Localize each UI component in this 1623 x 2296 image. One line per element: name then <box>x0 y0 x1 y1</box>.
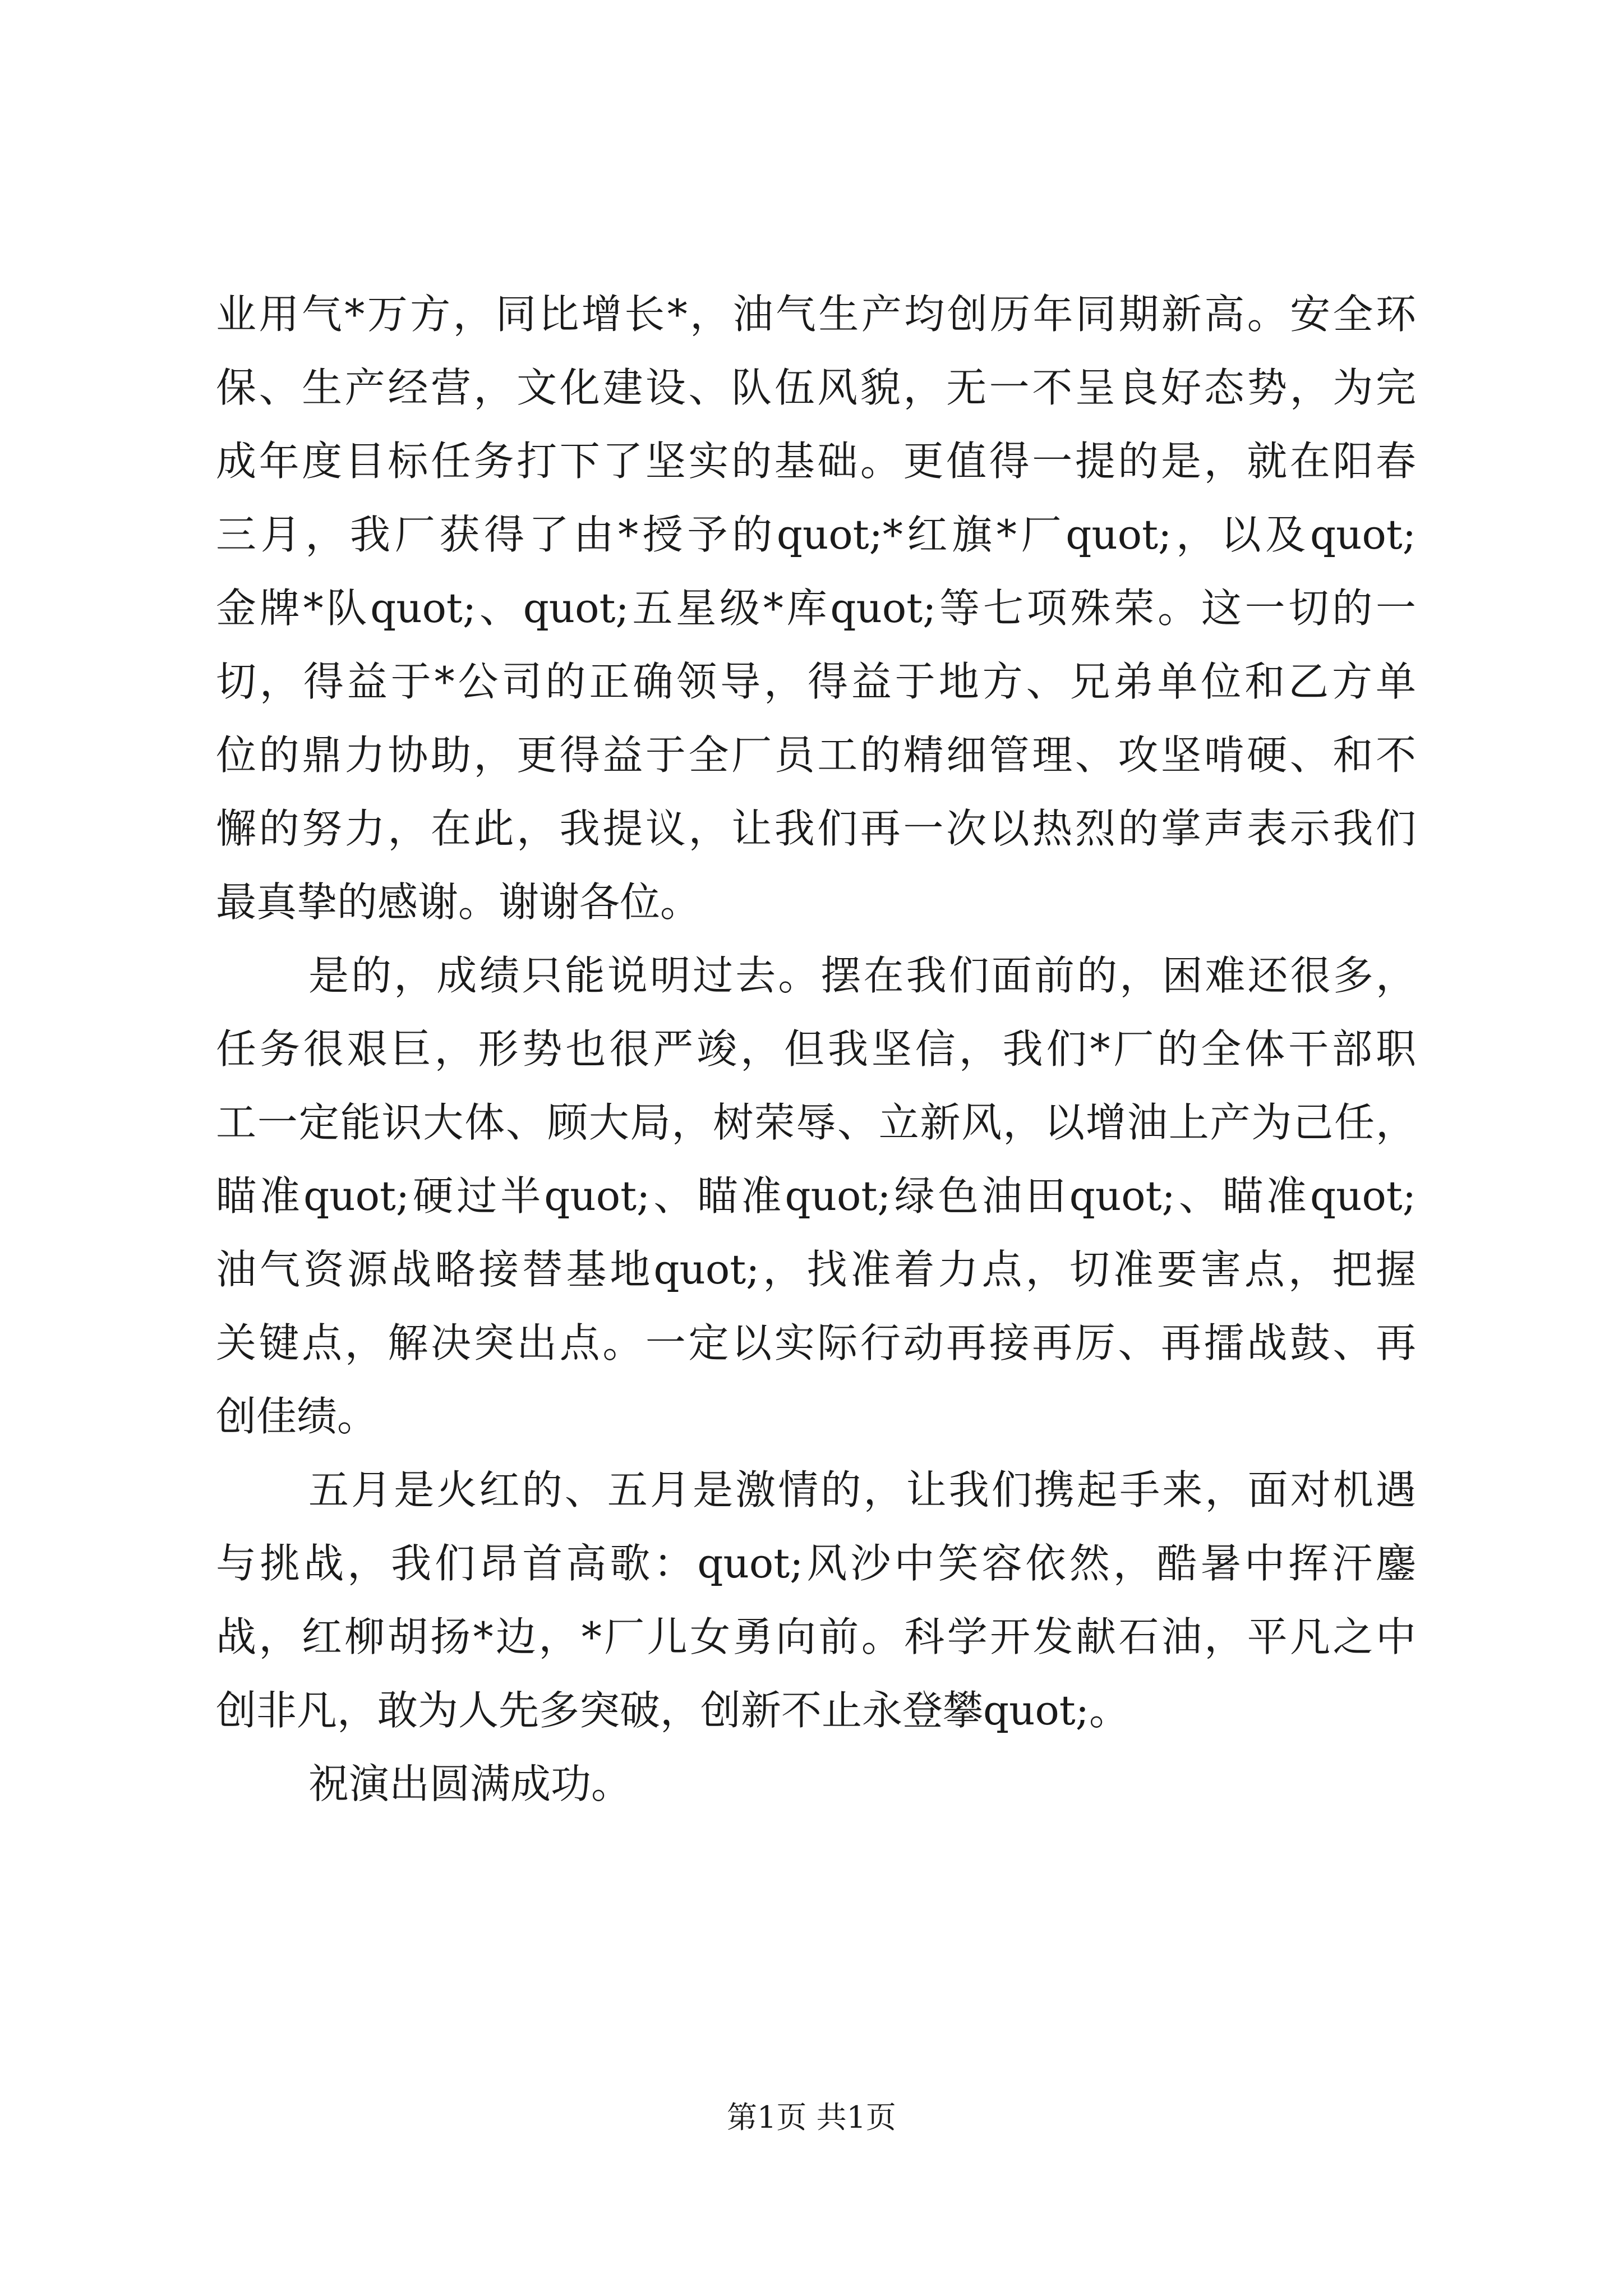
paragraph-line: 与挑战，我们昂首高歌：quot;风沙中笑容依然，酷暑中挥汗鏖 <box>216 1540 1416 1587</box>
paragraph-line: 创非凡，敢为人先多突破，创新不止永登攀quot;。 <box>216 1687 1130 1734</box>
paragraph-line: 关键点，解决突出点。一定以实际行动再接再厉、再擂战鼓、再 <box>216 1319 1416 1366</box>
page-footer: 第1页 共1页 <box>727 2100 896 2135</box>
paragraph-line: 业用气*万方，同比增长*，油气生产均创历年同期新高。安全环 <box>216 291 1416 338</box>
paragraph-line: 三月，我厂获得了由*授予的quot;*红旗*厂quot;，以及quot; <box>216 511 1416 558</box>
paragraph-line: 任务很艰巨，形势也很严竣，但我坚信，我们*厂的全体干部职 <box>216 1025 1416 1073</box>
paragraph-line: 最真挚的感谢。谢谢各位。 <box>216 878 701 926</box>
paragraph-line: 切，得益于*公司的正确领导，得益于地方、兄弟单位和乙方单 <box>216 658 1416 705</box>
document-body <box>216 286 1416 2053</box>
paragraph-line: 是的，成绩只能说明过去。摆在我们面前的，困难还很多， <box>308 952 1416 999</box>
paragraph-line: 创佳绩。 <box>216 1393 378 1440</box>
paragraph-line: 工一定能识大体、顾大局，树荣辱、立新风，以增油上产为己任， <box>216 1099 1416 1146</box>
paragraph-line: 成年度目标任务打下了坚实的基础。更值得一提的是，就在阳春 <box>216 438 1416 485</box>
paragraph-line: 瞄准quot;硬过半quot;、瞄准quot;绿色油田quot;、瞄准quot; <box>216 1172 1416 1220</box>
paragraph-line: 祝演出圆满成功。 <box>308 1760 632 1807</box>
paragraph-line: 懈的努力，在此，我提议，让我们再一次以热烈的掌声表示我们 <box>216 805 1416 852</box>
paragraph-line: 战，红柳胡扬*边，*厂儿女勇向前。科学开发献石油，平凡之中 <box>216 1613 1416 1660</box>
paragraph-line: 油气资源战略接替基地quot;，找准着力点，切准要害点，把握 <box>216 1246 1416 1293</box>
paragraph-line: 位的鼎力协助，更得益于全厂员工的精细管理、攻坚啃硬、和不 <box>216 731 1416 779</box>
paragraph-line: 金牌*队quot;、quot;五星级*库quot;等七项殊荣。这一切的一 <box>216 585 1416 632</box>
paragraph-line: 保、生产经营，文化建设、队伍风貌，无一不呈良好态势，为完 <box>216 364 1416 411</box>
paragraph-line: 五月是火红的、五月是激情的，让我们携起手来，面对机遇 <box>308 1466 1416 1513</box>
